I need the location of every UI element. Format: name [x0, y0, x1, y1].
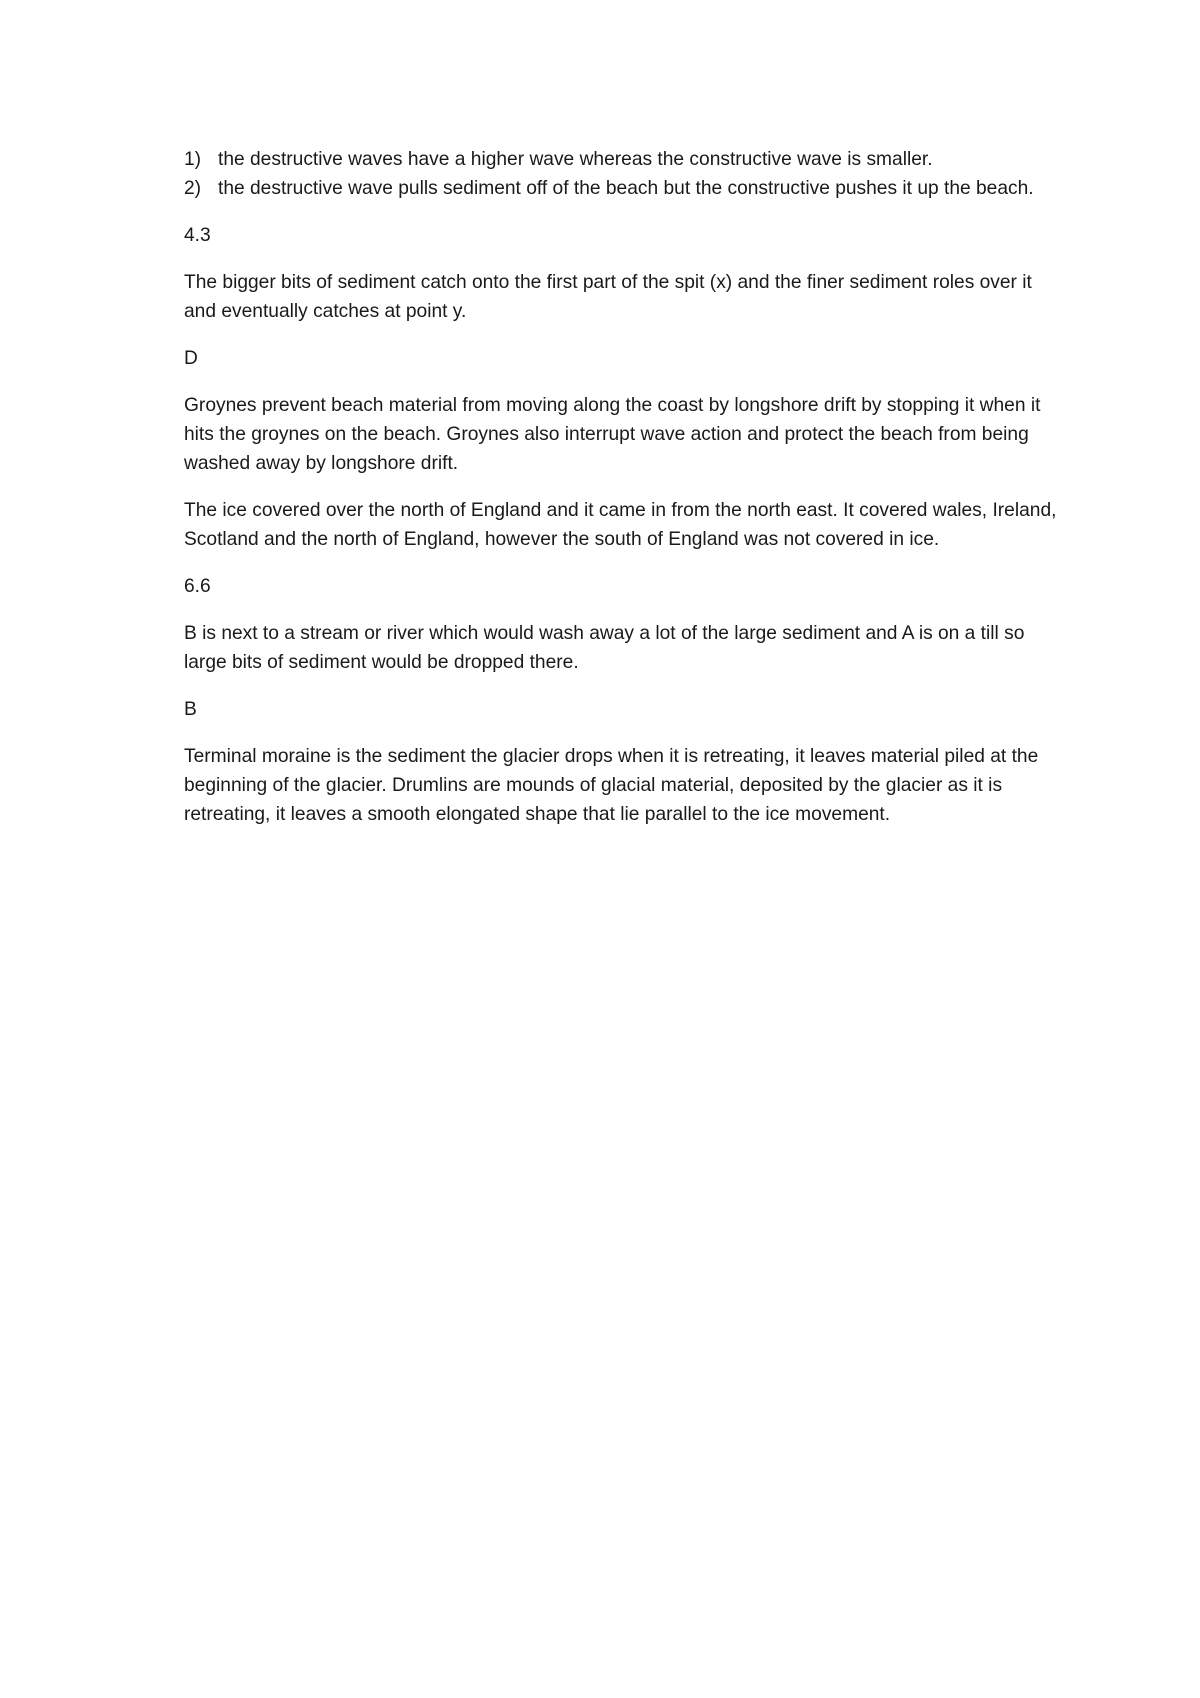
paragraph-groynes: Groynes prevent beach material from moving along the coast by longshore drift by stopping it when it hits the groynes on the beach. Groynes also interrupt wave action and protect the beach from being washed away by longshore drift. — [184, 395, 1041, 474]
paragraph-sediment-till: B is next to a stream or river which would wash away a lot of the large sediment and A is on a till so large bits of sediment would be dropped there. — [184, 623, 1025, 673]
section-heading-b: B — [184, 699, 197, 720]
list-item — [184, 145, 1064, 174]
answer-list — [184, 145, 1064, 203]
section-heading-4-3: 4.3 — [184, 225, 211, 246]
paragraph-spit-sediment: The bigger bits of sediment catch onto the first part of the spit (x) and the finer sediment roles over it and eventually catches at point y. — [184, 272, 1032, 322]
list-text: the destructive wave pulls sediment off of the beach but the constructive pushes it up the beach. — [218, 178, 1034, 199]
list-item — [184, 174, 1064, 203]
list-text: the destructive waves have a higher wave whereas the constructive wave is smaller. — [218, 149, 933, 170]
document-body — [184, 145, 1064, 847]
section-heading-6-6: 6.6 — [184, 576, 211, 597]
section-heading-d: D — [184, 348, 198, 369]
paragraph-moraine-drumlins: Terminal moraine is the sediment the glacier drops when it is retreating, it leaves material piled at the beginning of the glacier. Drumlins are mounds of glacial material, deposited by the glacier as it is retreating, it leaves a smooth elongated shape that lie parallel to the ice movement. — [184, 746, 1039, 825]
list-number: 1) — [184, 149, 202, 170]
paragraph-ice-cover: The ice covered over the north of England and it came in from the north east. It covered wales, Ireland, Scotland and the north of England, however the south of England was not covered in ice. — [184, 500, 1057, 550]
list-number: 2) — [184, 178, 202, 199]
